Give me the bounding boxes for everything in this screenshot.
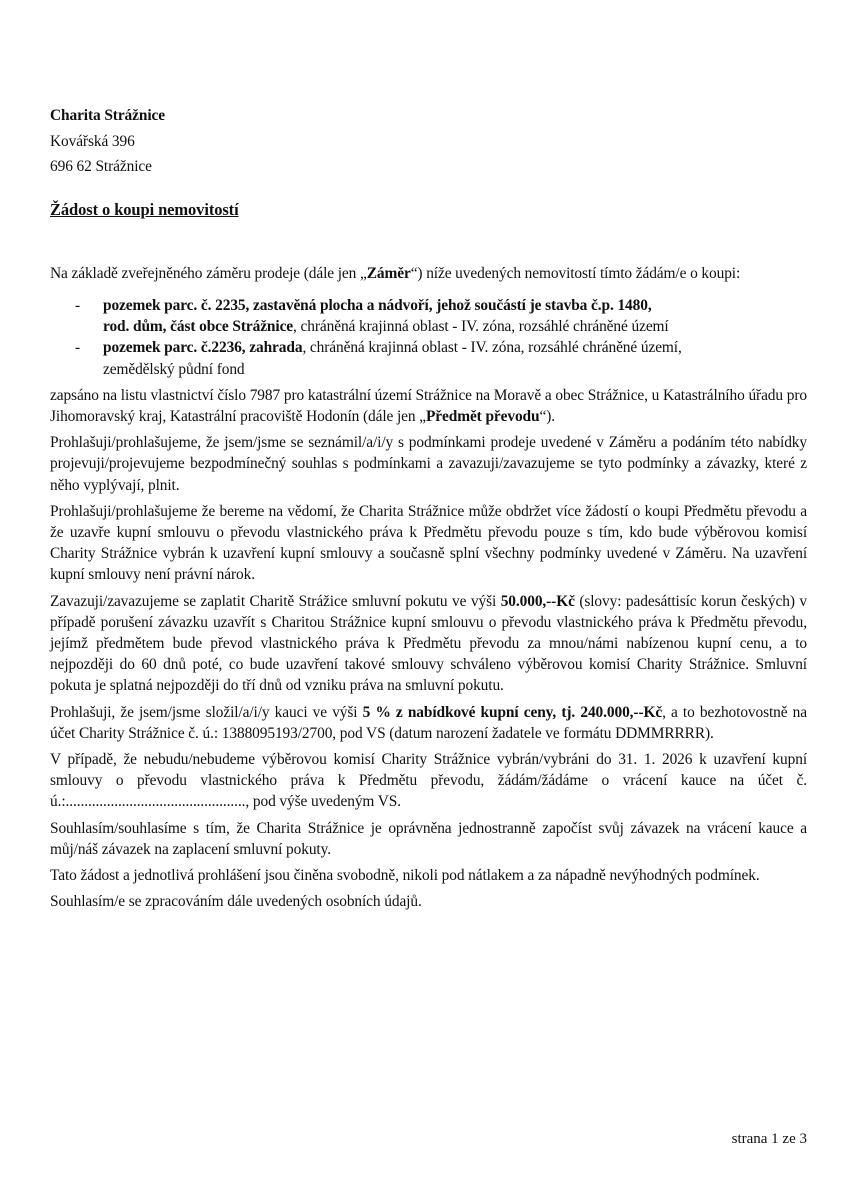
property-item-parcel-2236 — [75, 337, 807, 379]
intro-paragraph: Na základě zveřejněného záměru prodeje (dále jen „Záměr“) níže uvedených nemovitostí tímto žádám/e o koupi: — [50, 264, 741, 282]
document-title: Žádost o koupi nemovitostí — [50, 199, 239, 219]
paragraph-svobodna-vule: Tato žádost a jednotlivá prohlášení jsou činěna svobodně, nikoli pod nátlakem a za nápadně nevýhodných podmínek. — [50, 866, 760, 884]
property-item-text: pozemek parc. č. 2235, zastavěná plocha a nádvoří, jehož součástí je stavba č.p. 1480, rod. dům, část obce Strážnice, chráněná krajinná oblast - IV. zóna, rozsáhlé chráněné území — [103, 296, 669, 336]
paragraph-zapsano: zapsáno na listu vlastnictví číslo 7987 pro katastrální území Strážnice na Moravě a obec Strážnice, u Katastrálního úřadu pro Jihomoravský kraj, Katastrální pracoviště Hodonín (dále jen „Předmět převodu“). — [50, 386, 807, 425]
paragraph-souhlas-s-podminkami: Prohlašuji/prohlašujeme, že jsem/jsme se seznámil/a/i/y s podmínkami prodeje uvedené v Záměru a podáním této nabídky projevuji/projevujeme bezpodmínečný souhlas s podmínkami a zavazuji/zavazujeme se tyto podmínky a závazky, které z něho vyplývají, plnit. — [50, 434, 807, 494]
sender-name: Charita Strážnice — [50, 107, 165, 124]
paragraph-bereme-na-vedomi: Prohlašuji/prohlašujeme že bereme na vědomí, že Charita Strážnice může obdržet více žádostí o koupi Předmětu převodu a že uzavře kupní smlouvu o převodu vlastnického práva k Předmětu převodu pouze s tím, kdo bude výběrovou komisí Charity Strážnice vybrán k uzavření kupní smlouvy a současně splní všechny podmínky uvedené v Záměru. Na uzavření kupní smlouvy není právní nárok. — [50, 502, 807, 584]
property-item-parcel-2235 — [75, 295, 807, 337]
sender-city: 696 62 Strážnice — [50, 158, 152, 175]
sender-block — [50, 103, 807, 180]
paragraph-vraceni-kauce: V případě, že nebudu/nebudeme výběrovou komisí Charity Strážnice vybrán/vybráni do 31. 1. 2026 k uzavření kupní smlouvy o převodu vlastnického práva k Předmětu převodu, žádám/žádáme o vrácení kauce na účet č. ú.:................................................, pod výše uvedeným VS. — [50, 750, 807, 811]
property-item-text: pozemek parc. č.2236, zahrada, chráněná krajinná oblast - IV. zóna, rozsáhlé chráněné území, zemědělský půdní fond — [103, 339, 682, 378]
list-dash-marker: - — [75, 296, 81, 314]
paragraph-kauce: Prohlašuji, že jsem/jsme složil/a/i/y kauci ve výši 5 % z nabídkové kupní ceny, tj. 240.000,--Kč, a to bezhotovostně na účet Charity Strážnice č. ú.: 1388095193/2700, pod VS (datum narození žadatele ve formátu DDMMRRRR). — [50, 703, 808, 742]
sender-street: Kovářská 396 — [50, 132, 135, 150]
page-number: strana 1 ze 3 — [731, 1131, 807, 1147]
property-list — [75, 295, 807, 380]
paragraph-smluvni-pokuta: Zavazuji/zavazujeme se zaplatit Charitě Strážice smluvní pokutu ve výši 50.000,--Kč (slovy: padesáttisíc korun českých) v případě porušení závazku uzavřít s Charitou Strážnice kupní smlouvu o převodu vlastnického práva k Předmětu převodu, jejímž předmětem bude převod vlastnického práva k Předmětu převodu za mnou/námi nabízenou kupní cenu, a to nejpozději do 60 dnů poté, co bude uzavření takové smlouvy schváleno výběrovou komisí Charity Strážnice. Smluvní pokuta je splatná nejpozději do tří dnů od vzniku práva na smluvní pokutu. — [50, 592, 807, 695]
paragraph-zapocteni: Souhlasím/souhlasíme s tím, že Charita Strážnice je oprávněna jednostranně započíst svůj závazek na vrácení kauce a můj/náš závazek na zaplacení smluvní pokuty. — [50, 819, 807, 858]
paragraph-osobni-udaje: Souhlasím/e se zpracováním dále uvedených osobních údajů. — [50, 893, 422, 911]
list-dash-marker: - — [75, 339, 81, 357]
